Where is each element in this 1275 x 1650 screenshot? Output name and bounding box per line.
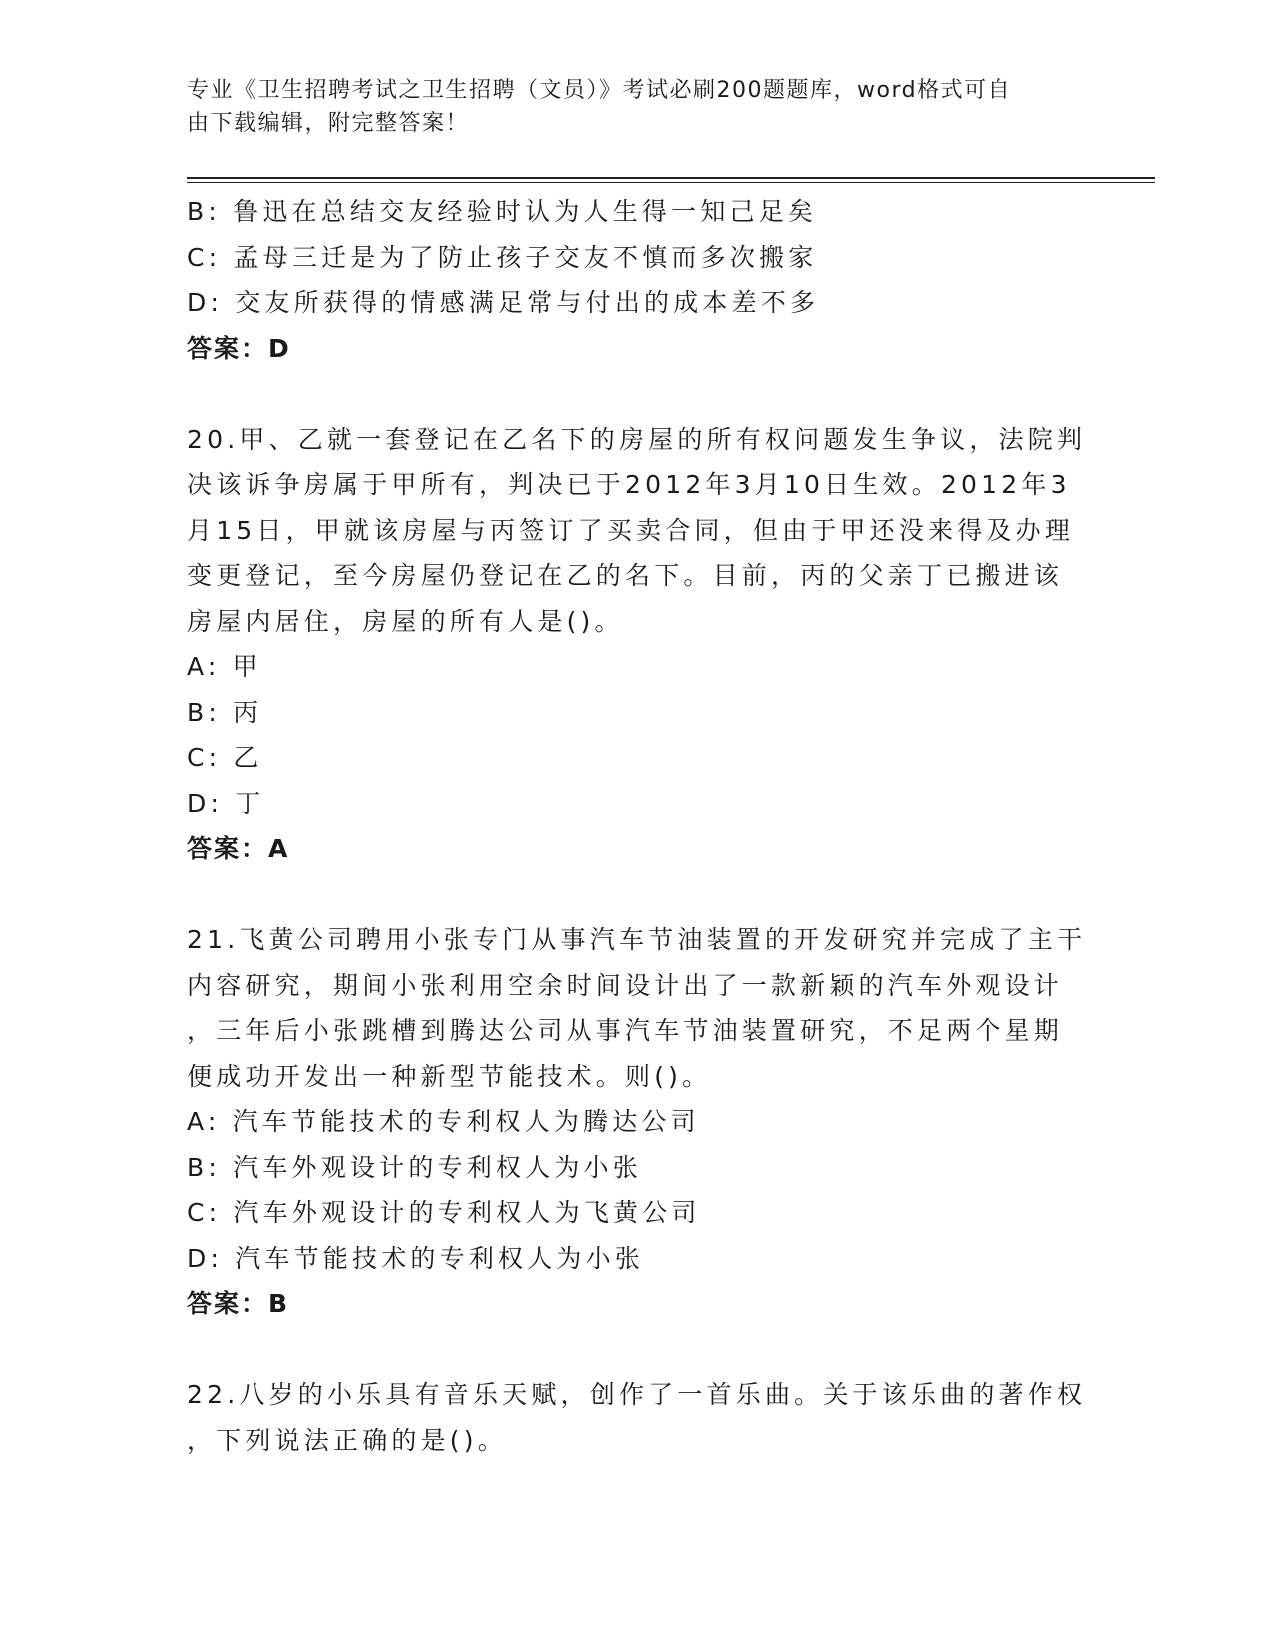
spacer [187, 1327, 1087, 1373]
option-b: B: 丙 [187, 697, 263, 727]
header-divider-thin [187, 182, 1155, 183]
question-stem [187, 417, 1087, 645]
question-22 [187, 1372, 1087, 1463]
question-20 [187, 417, 1087, 872]
stem-line: 变更登记，至今房屋仍登记在乙的名下。目前，丙的父亲丁已搬进该 [187, 561, 1064, 590]
header-title-line1: 专业《卫生招聘考试之卫生招聘（文员）》考试必刷200题题库，word格式可自 [187, 78, 1012, 103]
question-stem [187, 917, 1087, 1099]
option-d: D: 交友所获得的情感满足常与付出的成本差不多 [187, 288, 820, 317]
option-a: A: 汽车节能技术的专利权人为腾达公司 [187, 1107, 700, 1136]
header-title-line2: 由下载编辑，附完整答案！ [187, 111, 470, 136]
answer-label: 答案：B [187, 1289, 290, 1318]
option-d: D: 汽车节能技术的专利权人为小张 [187, 1243, 645, 1273]
stem-line: ，下列说法正确的是()。 [187, 1425, 507, 1455]
stem-line: 22.八岁的小乐具有音乐天赋，创作了一首乐曲。关于该乐曲的著作权 [187, 1380, 1087, 1409]
option-d: D: 丁 [187, 788, 265, 818]
question-21 [187, 917, 1087, 1327]
question-19-tail [187, 189, 1087, 371]
stem-line: 内容研究，期间小张利用空余时间设计出了一款新颖的汽车外观设计 [187, 970, 1064, 1000]
option-b: B: 鲁迅在总结交友经验时认为人生得一知己足矣 [187, 197, 818, 226]
answer-label: 答案：A [187, 834, 290, 863]
spacer [187, 371, 1087, 417]
option-c: C: 汽车外观设计的专利权人为飞黄公司 [187, 1198, 701, 1227]
question-stem [187, 1372, 1087, 1463]
document-body [187, 189, 1087, 1463]
answer-label: 答案：D [187, 333, 291, 363]
stem-line: 21.飞黄公司聘用小张专门从事汽车节油装置的开发研究并完成了主干 [187, 925, 1087, 954]
stem-line: 便成功开发出一种新型节能技术。则()。 [187, 1061, 712, 1091]
option-a: A: 甲 [187, 652, 262, 681]
spacer [187, 872, 1087, 918]
page-header [187, 74, 1067, 140]
stem-line: 月15日，甲就该房屋与丙签订了买卖合同，但由于甲还没来得及办理 [187, 515, 1075, 545]
option-c: C: 乙 [187, 743, 263, 772]
option-b: B: 汽车外观设计的专利权人为小张 [187, 1152, 642, 1182]
stem-line: 20.甲、乙就一套登记在乙名下的房屋的所有权问题发生争议，法院判 [187, 424, 1087, 454]
stem-line: 决该诉争房属于甲所有，判决已于2012年3月10日生效。2012年3 [187, 470, 1071, 499]
stem-line: ，三年后小张跳槽到腾达公司从事汽车节油装置研究，不足两个星期 [187, 1016, 1064, 1045]
option-c: C: 孟母三迁是为了防止孩子交友不慎而多次搬家 [187, 242, 818, 272]
stem-line: 房屋内居住，房屋的所有人是()。 [187, 606, 624, 636]
header-divider [187, 177, 1155, 179]
